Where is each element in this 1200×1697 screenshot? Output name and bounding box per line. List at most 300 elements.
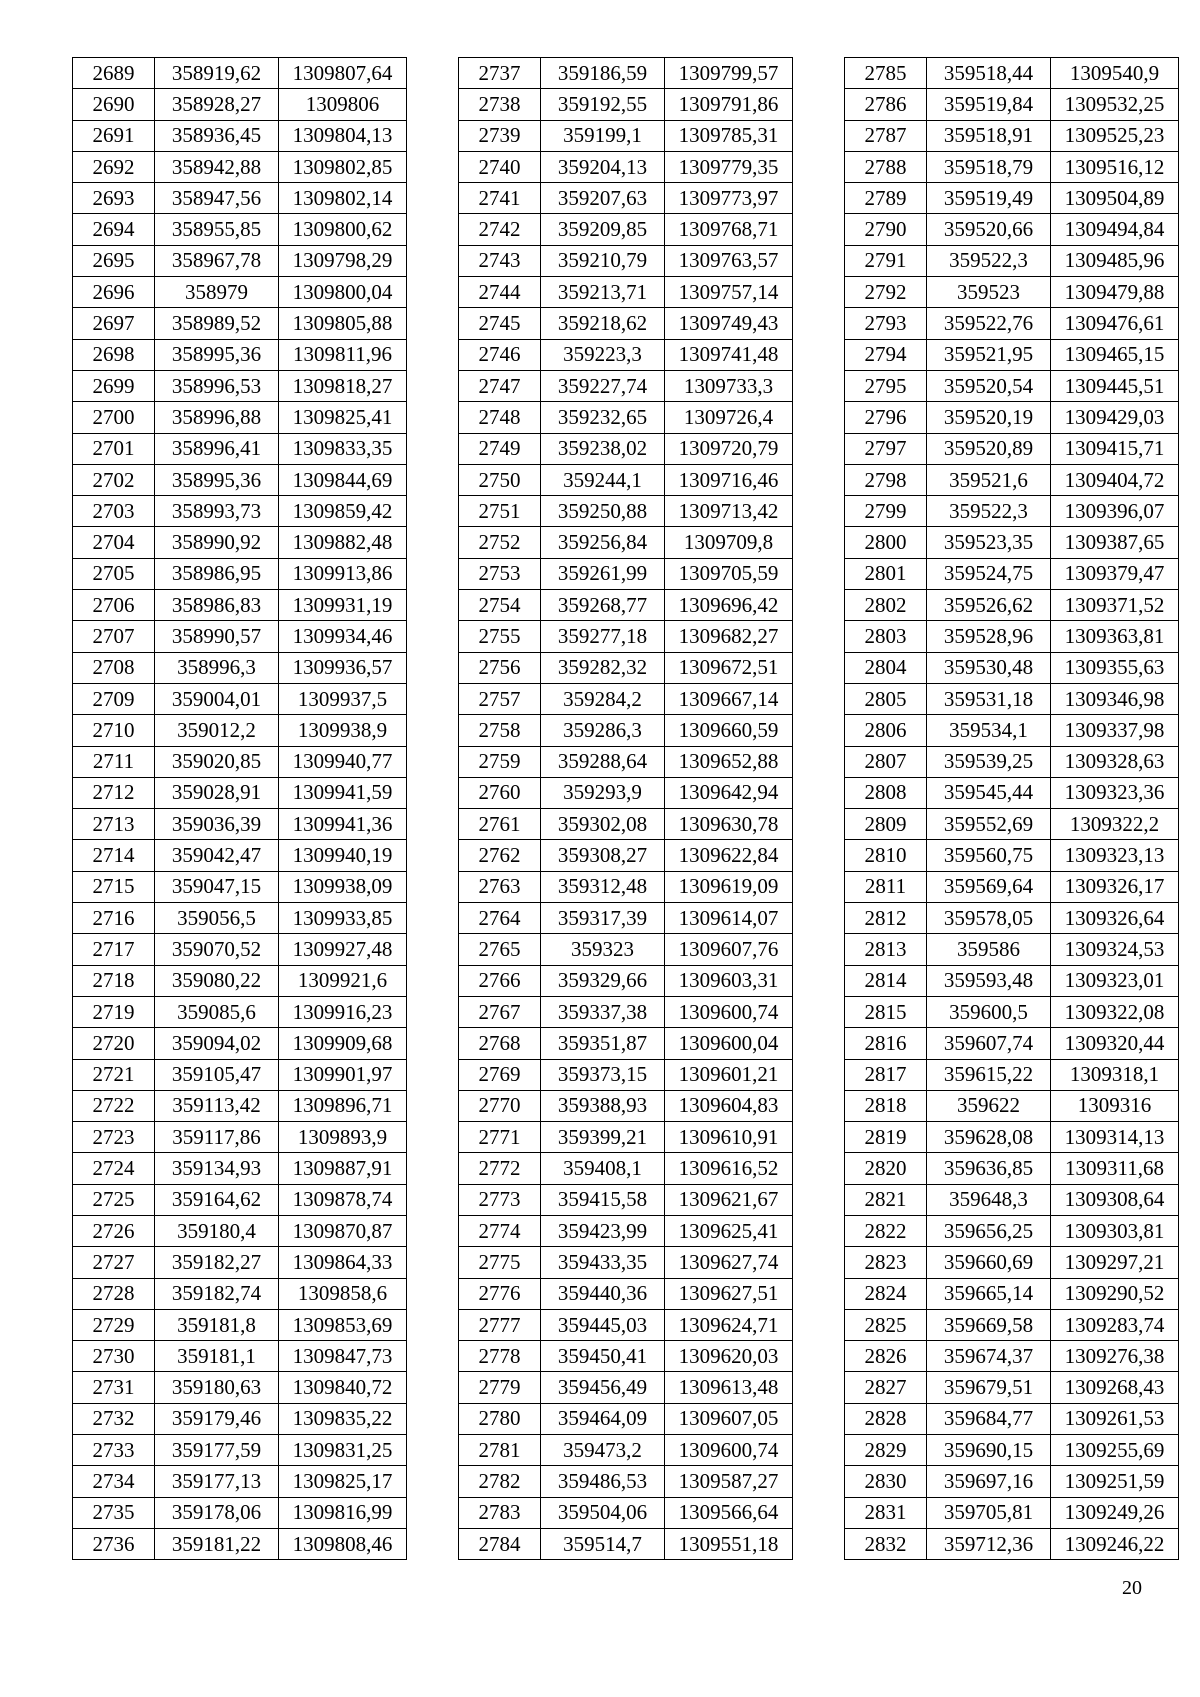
x-coordinate-cell: 359181,1 [155,1341,279,1372]
coordinate-table-1 [72,57,407,1560]
table-row [845,1247,1179,1278]
y-coordinate-cell: 1309328,63 [1051,746,1179,777]
x-coordinate-cell: 359520,19 [927,402,1051,433]
x-coordinate-cell: 358995,36 [155,339,279,370]
y-coordinate-cell: 1309831,25 [279,1435,407,1466]
table-row [845,183,1179,214]
table-row [459,1247,793,1278]
table-row [845,1090,1179,1121]
point-number-cell: 2758 [459,715,541,746]
x-coordinate-cell: 359552,69 [927,809,1051,840]
point-number-cell: 2830 [845,1466,927,1497]
point-number-cell: 2692 [73,151,155,182]
point-number-cell: 2816 [845,1028,927,1059]
table-row [459,120,793,151]
x-coordinate-cell: 358986,83 [155,590,279,621]
y-coordinate-cell: 1309716,46 [665,464,793,495]
y-coordinate-cell: 1309933,85 [279,903,407,934]
table-row [73,840,407,871]
x-coordinate-cell: 359178,06 [155,1497,279,1528]
x-coordinate-cell: 359712,36 [927,1528,1051,1559]
x-coordinate-cell: 359473,2 [541,1435,665,1466]
x-coordinate-cell: 359180,4 [155,1215,279,1246]
x-coordinate-cell: 359520,66 [927,214,1051,245]
y-coordinate-cell: 1309825,17 [279,1466,407,1497]
point-number-cell: 2785 [845,58,927,89]
point-number-cell: 2740 [459,151,541,182]
y-coordinate-cell: 1309504,89 [1051,183,1179,214]
point-number-cell: 2698 [73,339,155,370]
table-row [845,1153,1179,1184]
y-coordinate-cell: 1309840,72 [279,1372,407,1403]
point-number-cell: 2808 [845,777,927,808]
y-coordinate-cell: 1309726,4 [665,402,793,433]
y-coordinate-cell: 1309630,78 [665,809,793,840]
point-number-cell: 2695 [73,245,155,276]
point-number-cell: 2711 [73,746,155,777]
point-number-cell: 2738 [459,89,541,120]
table-row [845,558,1179,589]
table-row [845,1278,1179,1309]
x-coordinate-cell: 359518,79 [927,151,1051,182]
y-coordinate-cell: 1309532,25 [1051,89,1179,120]
table-row [845,496,1179,527]
table-row [459,1184,793,1215]
point-number-cell: 2820 [845,1153,927,1184]
point-number-cell: 2819 [845,1122,927,1153]
x-coordinate-cell: 359521,95 [927,339,1051,370]
point-number-cell: 2832 [845,1528,927,1559]
table-row [845,58,1179,89]
point-number-cell: 2754 [459,590,541,621]
x-coordinate-cell: 359521,6 [927,464,1051,495]
x-coordinate-cell: 359486,53 [541,1466,665,1497]
y-coordinate-cell: 1309622,84 [665,840,793,871]
x-coordinate-cell: 359199,1 [541,120,665,151]
x-coordinate-cell: 359586 [927,934,1051,965]
x-coordinate-cell: 359288,64 [541,746,665,777]
table-row [845,621,1179,652]
y-coordinate-cell: 1309610,91 [665,1122,793,1153]
y-coordinate-cell: 1309825,41 [279,402,407,433]
x-coordinate-cell: 359302,08 [541,809,665,840]
y-coordinate-cell: 1309660,59 [665,715,793,746]
x-coordinate-cell: 359080,22 [155,965,279,996]
table-row [845,308,1179,339]
table-row [845,245,1179,276]
x-coordinate-cell: 359204,13 [541,151,665,182]
y-coordinate-cell: 1309627,74 [665,1247,793,1278]
table-row [459,1028,793,1059]
table-row [73,527,407,558]
point-number-cell: 2705 [73,558,155,589]
x-coordinate-cell: 359526,62 [927,590,1051,621]
table-row [73,1466,407,1497]
x-coordinate-cell: 358995,36 [155,464,279,495]
y-coordinate-cell: 1309355,63 [1051,652,1179,683]
point-number-cell: 2718 [73,965,155,996]
y-coordinate-cell: 1309682,27 [665,621,793,652]
point-number-cell: 2828 [845,1403,927,1434]
point-number-cell: 2788 [845,151,927,182]
point-number-cell: 2796 [845,402,927,433]
y-coordinate-cell: 1309318,1 [1051,1059,1179,1090]
table-row [459,1341,793,1372]
point-number-cell: 2726 [73,1215,155,1246]
table-row [845,1184,1179,1215]
point-number-cell: 2745 [459,308,541,339]
x-coordinate-cell: 359628,08 [927,1122,1051,1153]
table-row [73,903,407,934]
point-number-cell: 2809 [845,809,927,840]
y-coordinate-cell: 1309371,52 [1051,590,1179,621]
table-row [459,370,793,401]
x-coordinate-cell: 359210,79 [541,245,665,276]
table-row [459,339,793,370]
y-coordinate-cell: 1309791,86 [665,89,793,120]
x-coordinate-cell: 359600,5 [927,996,1051,1027]
x-coordinate-cell: 358919,62 [155,58,279,89]
y-coordinate-cell: 1309709,8 [665,527,793,558]
y-coordinate-cell: 1309864,33 [279,1247,407,1278]
point-number-cell: 2703 [73,496,155,527]
table-row [845,1215,1179,1246]
table-row [73,965,407,996]
table-row [459,245,793,276]
point-number-cell: 2760 [459,777,541,808]
point-number-cell: 2771 [459,1122,541,1153]
x-coordinate-cell: 359522,3 [927,245,1051,276]
table-row [459,683,793,714]
x-coordinate-cell: 359456,49 [541,1372,665,1403]
x-coordinate-cell: 359528,96 [927,621,1051,652]
point-number-cell: 2697 [73,308,155,339]
y-coordinate-cell: 1309937,5 [279,683,407,714]
point-number-cell: 2817 [845,1059,927,1090]
table-row [845,339,1179,370]
y-coordinate-cell: 1309614,07 [665,903,793,934]
y-coordinate-cell: 1309290,52 [1051,1278,1179,1309]
x-coordinate-cell: 359181,22 [155,1528,279,1559]
point-number-cell: 2818 [845,1090,927,1121]
x-coordinate-cell: 359607,74 [927,1028,1051,1059]
y-coordinate-cell: 1309936,57 [279,652,407,683]
point-number-cell: 2717 [73,934,155,965]
point-number-cell: 2742 [459,214,541,245]
x-coordinate-cell: 359227,74 [541,370,665,401]
x-coordinate-cell: 359690,15 [927,1435,1051,1466]
y-coordinate-cell: 1309346,98 [1051,683,1179,714]
point-number-cell: 2769 [459,1059,541,1090]
table-row [845,809,1179,840]
y-coordinate-cell: 1309733,3 [665,370,793,401]
y-coordinate-cell: 1309940,19 [279,840,407,871]
y-coordinate-cell: 1309303,81 [1051,1215,1179,1246]
x-coordinate-cell: 358996,41 [155,433,279,464]
x-coordinate-cell: 359268,77 [541,590,665,621]
point-number-cell: 2779 [459,1372,541,1403]
x-coordinate-cell: 359056,5 [155,903,279,934]
y-coordinate-cell: 1309324,53 [1051,934,1179,965]
point-number-cell: 2829 [845,1435,927,1466]
point-number-cell: 2776 [459,1278,541,1309]
point-number-cell: 2825 [845,1309,927,1340]
table-row [845,777,1179,808]
x-coordinate-cell: 359530,48 [927,652,1051,683]
x-coordinate-cell: 359523 [927,277,1051,308]
table-row [845,1372,1179,1403]
table-row [73,370,407,401]
x-coordinate-cell: 359514,7 [541,1528,665,1559]
x-coordinate-cell: 359665,14 [927,1278,1051,1309]
point-number-cell: 2716 [73,903,155,934]
table-row [73,1090,407,1121]
y-coordinate-cell: 1309297,21 [1051,1247,1179,1278]
y-coordinate-cell: 1309566,64 [665,1497,793,1528]
table-row [73,558,407,589]
x-coordinate-cell: 359388,93 [541,1090,665,1121]
point-number-cell: 2732 [73,1403,155,1434]
x-coordinate-cell: 359094,02 [155,1028,279,1059]
point-number-cell: 2811 [845,871,927,902]
point-number-cell: 2798 [845,464,927,495]
table-row [459,1122,793,1153]
table-row [73,496,407,527]
point-number-cell: 2790 [845,214,927,245]
x-coordinate-cell: 359004,01 [155,683,279,714]
x-coordinate-cell: 359445,03 [541,1309,665,1340]
table-row [459,496,793,527]
table-row [845,934,1179,965]
x-coordinate-cell: 358990,57 [155,621,279,652]
x-coordinate-cell: 358989,52 [155,308,279,339]
y-coordinate-cell: 1309909,68 [279,1028,407,1059]
table-row [459,464,793,495]
point-number-cell: 2715 [73,871,155,902]
y-coordinate-cell: 1309763,57 [665,245,793,276]
point-number-cell: 2827 [845,1372,927,1403]
x-coordinate-cell: 358955,85 [155,214,279,245]
y-coordinate-cell: 1309624,71 [665,1309,793,1340]
point-number-cell: 2791 [845,245,927,276]
table-row [459,777,793,808]
table-row [459,308,793,339]
point-number-cell: 2775 [459,1247,541,1278]
y-coordinate-cell: 1309941,36 [279,809,407,840]
y-coordinate-cell: 1309802,14 [279,183,407,214]
table-row [73,652,407,683]
y-coordinate-cell: 1309816,99 [279,1497,407,1528]
point-number-cell: 2694 [73,214,155,245]
table-row [845,1528,1179,1559]
table-row [73,308,407,339]
point-number-cell: 2712 [73,777,155,808]
y-coordinate-cell: 1309853,69 [279,1309,407,1340]
point-number-cell: 2824 [845,1278,927,1309]
y-coordinate-cell: 1309870,87 [279,1215,407,1246]
point-number-cell: 2750 [459,464,541,495]
x-coordinate-cell: 359180,63 [155,1372,279,1403]
x-coordinate-cell: 358979 [155,277,279,308]
x-coordinate-cell: 359423,99 [541,1215,665,1246]
table-row [73,1372,407,1403]
x-coordinate-cell: 359519,49 [927,183,1051,214]
table-row [73,402,407,433]
point-number-cell: 2746 [459,339,541,370]
y-coordinate-cell: 1309802,85 [279,151,407,182]
y-coordinate-cell: 1309311,68 [1051,1153,1179,1184]
point-number-cell: 2722 [73,1090,155,1121]
x-coordinate-cell: 359020,85 [155,746,279,777]
x-coordinate-cell: 359351,87 [541,1028,665,1059]
point-number-cell: 2696 [73,277,155,308]
point-number-cell: 2720 [73,1028,155,1059]
x-coordinate-cell: 359337,38 [541,996,665,1027]
y-coordinate-cell: 1309326,17 [1051,871,1179,902]
table-row [459,965,793,996]
point-number-cell: 2786 [845,89,927,120]
point-number-cell: 2702 [73,464,155,495]
x-coordinate-cell: 359329,66 [541,965,665,996]
x-coordinate-cell: 359085,6 [155,996,279,1027]
y-coordinate-cell: 1309768,71 [665,214,793,245]
y-coordinate-cell: 1309938,09 [279,871,407,902]
y-coordinate-cell: 1309799,57 [665,58,793,89]
y-coordinate-cell: 1309625,41 [665,1215,793,1246]
y-coordinate-cell: 1309878,74 [279,1184,407,1215]
point-number-cell: 2806 [845,715,927,746]
x-coordinate-cell: 359238,02 [541,433,665,464]
table-row [845,464,1179,495]
coordinate-table-3 [844,57,1179,1560]
y-coordinate-cell: 1309323,13 [1051,840,1179,871]
table-row [845,715,1179,746]
x-coordinate-cell: 358942,88 [155,151,279,182]
point-number-cell: 2766 [459,965,541,996]
x-coordinate-cell: 358986,95 [155,558,279,589]
point-number-cell: 2744 [459,277,541,308]
y-coordinate-cell: 1309603,31 [665,965,793,996]
table-row [73,464,407,495]
point-number-cell: 2734 [73,1466,155,1497]
x-coordinate-cell: 359232,65 [541,402,665,433]
point-number-cell: 2725 [73,1184,155,1215]
point-number-cell: 2797 [845,433,927,464]
y-coordinate-cell: 1309607,76 [665,934,793,965]
point-number-cell: 2803 [845,621,927,652]
point-number-cell: 2723 [73,1122,155,1153]
table-row [73,1059,407,1090]
table-row [845,1403,1179,1434]
y-coordinate-cell: 1309934,46 [279,621,407,652]
point-number-cell: 2784 [459,1528,541,1559]
point-number-cell: 2815 [845,996,927,1027]
table-row [845,1435,1179,1466]
point-number-cell: 2780 [459,1403,541,1434]
table-row [845,1341,1179,1372]
y-coordinate-cell: 1309785,31 [665,120,793,151]
table-row [459,527,793,558]
table-row [459,652,793,683]
y-coordinate-cell: 1309941,59 [279,777,407,808]
point-number-cell: 2731 [73,1372,155,1403]
x-coordinate-cell: 358967,78 [155,245,279,276]
point-number-cell: 2802 [845,590,927,621]
point-number-cell: 2759 [459,746,541,777]
table-row [845,590,1179,621]
point-number-cell: 2821 [845,1184,927,1215]
y-coordinate-cell: 1309696,42 [665,590,793,621]
table-row [73,809,407,840]
y-coordinate-cell: 1309323,36 [1051,777,1179,808]
x-coordinate-cell: 359177,13 [155,1466,279,1497]
table-row [459,934,793,965]
x-coordinate-cell: 359615,22 [927,1059,1051,1090]
table-row [845,1028,1179,1059]
table-row [845,402,1179,433]
page-number: 20 [1122,1577,1142,1599]
point-number-cell: 2735 [73,1497,155,1528]
table-row [845,746,1179,777]
table-row [459,214,793,245]
y-coordinate-cell: 1309800,62 [279,214,407,245]
x-coordinate-cell: 358996,88 [155,402,279,433]
y-coordinate-cell: 1309773,97 [665,183,793,214]
point-number-cell: 2747 [459,370,541,401]
y-coordinate-cell: 1309600,74 [665,1435,793,1466]
x-coordinate-cell: 359697,16 [927,1466,1051,1497]
x-coordinate-cell: 359113,42 [155,1090,279,1121]
point-number-cell: 2756 [459,652,541,683]
point-number-cell: 2814 [845,965,927,996]
table-row [73,683,407,714]
table-row [845,1466,1179,1497]
table-row [73,1278,407,1309]
point-number-cell: 2710 [73,715,155,746]
x-coordinate-cell: 359520,89 [927,433,1051,464]
y-coordinate-cell: 1309261,53 [1051,1403,1179,1434]
table-row [459,1090,793,1121]
table-row [73,433,407,464]
y-coordinate-cell: 1309931,19 [279,590,407,621]
table-row [73,1403,407,1434]
y-coordinate-cell: 1309379,47 [1051,558,1179,589]
y-coordinate-cell: 1309667,14 [665,683,793,714]
table-row [845,1059,1179,1090]
table-row [845,1122,1179,1153]
y-coordinate-cell: 1309620,03 [665,1341,793,1372]
table-row [73,1341,407,1372]
y-coordinate-cell: 1309249,26 [1051,1497,1179,1528]
x-coordinate-cell: 359524,75 [927,558,1051,589]
x-coordinate-cell: 359534,1 [927,715,1051,746]
y-coordinate-cell: 1309858,6 [279,1278,407,1309]
y-coordinate-cell: 1309387,65 [1051,527,1179,558]
table-row [73,214,407,245]
x-coordinate-cell: 359578,05 [927,903,1051,934]
point-number-cell: 2805 [845,683,927,714]
x-coordinate-cell: 359036,39 [155,809,279,840]
x-coordinate-cell: 359134,93 [155,1153,279,1184]
point-number-cell: 2727 [73,1247,155,1278]
x-coordinate-cell: 359684,77 [927,1403,1051,1434]
table-row [73,183,407,214]
table-row [845,996,1179,1027]
table-row [459,558,793,589]
x-coordinate-cell: 359181,8 [155,1309,279,1340]
table-row [459,58,793,89]
table-row [73,590,407,621]
